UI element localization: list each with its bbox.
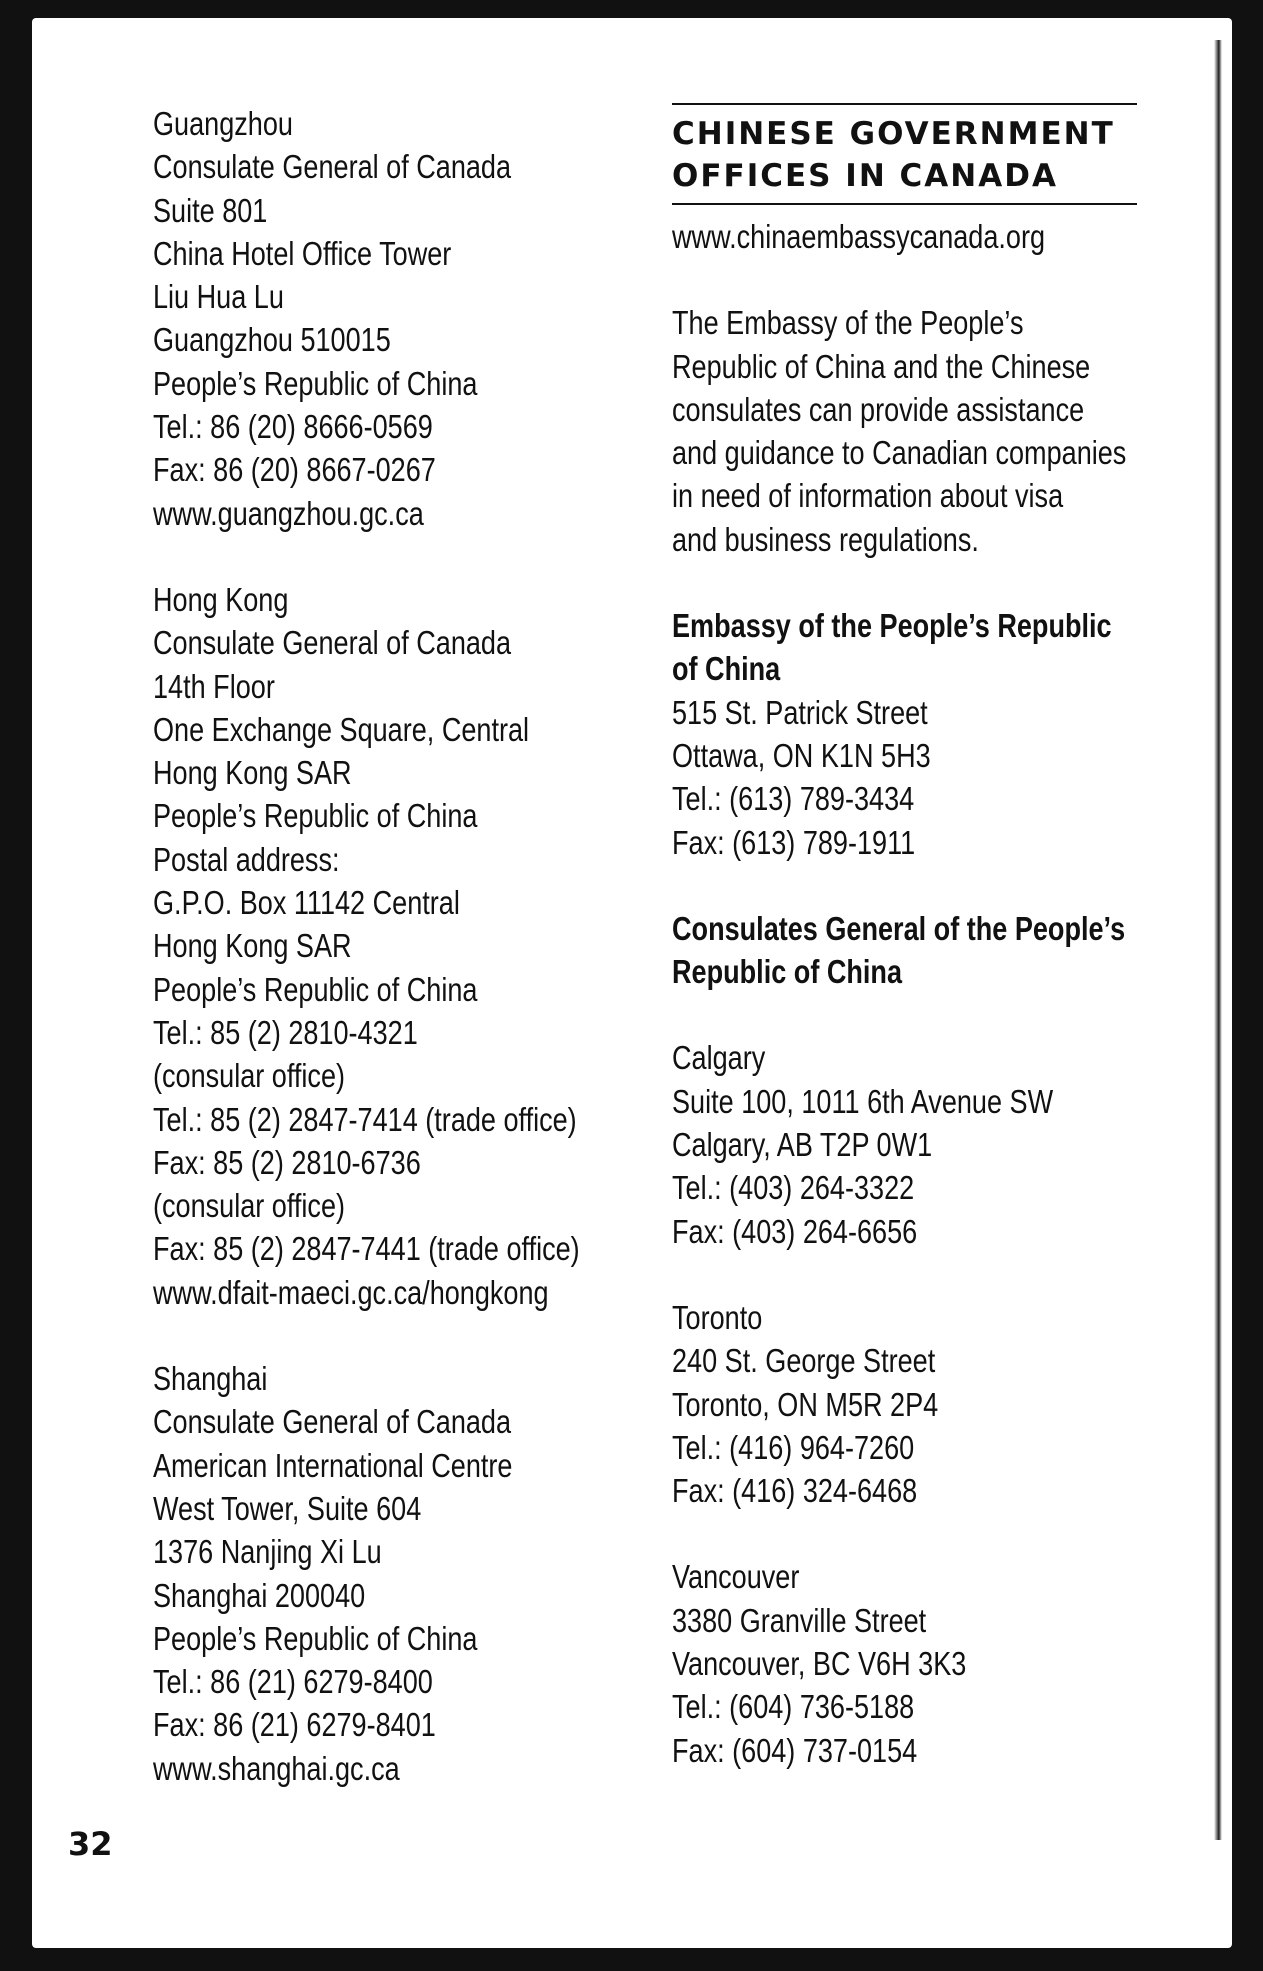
paragraph-line: in need of information about visa <box>672 477 1064 515</box>
phone-line: Tel.: 86 (20) 8666-0569 <box>153 408 433 446</box>
fax-line: Fax: (403) 264-6656 <box>672 1212 918 1250</box>
paragraph-line: The Embassy of the People’s <box>672 304 1024 342</box>
paragraph-line: and guidance to Canadian companies <box>672 434 1127 472</box>
website-link[interactable]: www.shanghai.gc.ca <box>153 1749 400 1787</box>
address-line: Shanghai <box>153 1360 268 1398</box>
guangzhou-block <box>153 102 653 535</box>
intro-paragraph <box>672 301 1152 561</box>
phone-line: Tel.: 85 (2) 2847-7414 (trade office) <box>153 1100 577 1138</box>
fax-line: Fax: (613) 789-1911 <box>672 823 916 861</box>
section-heading <box>672 103 1137 205</box>
address-line: Hong Kong <box>153 580 289 618</box>
vancouver-block <box>672 1555 1152 1771</box>
address-line: China Hotel Office Tower <box>153 234 452 272</box>
embassy-title: Embassy of the People’s Republic <box>672 607 1112 645</box>
phone-line: Tel.: (403) 264-3322 <box>672 1169 915 1207</box>
city-name: Vancouver <box>672 1558 800 1596</box>
address-line: G.P.O. Box 11142 Central <box>153 884 460 922</box>
phone-line: Tel.: (613) 789-3434 <box>672 780 915 818</box>
address-line: Consulate General of Canada <box>153 624 512 662</box>
fax-line: Fax: 86 (20) 8667-0267 <box>153 451 436 489</box>
address-line: West Tower, Suite 604 <box>153 1489 422 1527</box>
address-line: Hong Kong SAR <box>153 754 352 792</box>
phone-note: (consular office) <box>153 1057 346 1095</box>
address-line: 14th Floor <box>153 667 275 705</box>
address-line: People’s Republic of China <box>153 797 478 835</box>
fax-note: (consular office) <box>153 1187 346 1225</box>
phone-line: Tel.: (604) 736-5188 <box>672 1688 915 1726</box>
toronto-block <box>672 1296 1152 1512</box>
page-number: 32 <box>68 1825 113 1863</box>
scan-edge <box>1214 40 1222 1840</box>
city-name: Toronto <box>672 1298 763 1336</box>
address-line: 240 St. George Street <box>672 1342 936 1380</box>
fax-line: Fax: (416) 324-6468 <box>672 1472 918 1510</box>
fax-line: Fax: 85 (2) 2810-6736 <box>153 1143 421 1181</box>
address-line: American International Centre <box>153 1446 513 1484</box>
fax-line: Fax: 86 (21) 6279-8401 <box>153 1706 436 1744</box>
phone-line: Tel.: 85 (2) 2810-4321 <box>153 1013 418 1051</box>
address-line: People’s Republic of China <box>153 364 478 402</box>
right-column <box>672 103 1152 1772</box>
address-line: 3380 Granville Street <box>672 1601 927 1639</box>
heading-line: OFFICES IN CANADA <box>672 158 1058 194</box>
address-line: Guangzhou <box>153 105 293 142</box>
calgary-block <box>672 1036 1152 1252</box>
consulates-title: Republic of China <box>672 953 903 991</box>
website-link[interactable]: www.guangzhou.gc.ca <box>153 494 424 532</box>
paragraph-line: Republic of China and the Chinese <box>672 347 1091 385</box>
fax-line: Fax: 85 (2) 2847-7441 (trade office) <box>153 1230 580 1268</box>
address-line: Postal address: <box>153 840 340 878</box>
address-line: People’s Republic of China <box>153 970 478 1008</box>
website-link[interactable]: www.dfait-maeci.gc.ca/hongkong <box>153 1273 549 1311</box>
address-line: Shanghai 200040 <box>153 1576 366 1614</box>
heading-line: CHINESE GOVERNMENT <box>672 116 1115 152</box>
paragraph-line: and business regulations. <box>672 520 979 558</box>
address-line: Vancouver, BC V6H 3K3 <box>672 1645 967 1683</box>
left-column <box>153 102 653 1790</box>
address-line: Ottawa, ON K1N 5H3 <box>672 736 931 774</box>
city-name: Calgary <box>672 1039 766 1077</box>
address-line: Hong Kong SAR <box>153 927 352 965</box>
phone-line: Tel.: 86 (21) 6279-8400 <box>153 1663 433 1701</box>
address-line: Toronto, ON M5R 2P4 <box>672 1385 939 1423</box>
hong-kong-block <box>153 578 653 1314</box>
address-line: Consulate General of Canada <box>153 148 512 186</box>
address-line: Consulate General of Canada <box>153 1403 512 1441</box>
address-line: Liu Hua Lu <box>153 278 284 316</box>
embassy-title: of China <box>672 650 781 688</box>
address-line: Suite 801 <box>153 191 268 229</box>
consulates-title: Consulates General of the People’s <box>672 909 1126 947</box>
address-line: Calgary, AB T2P 0W1 <box>672 1126 933 1164</box>
fax-line: Fax: (604) 737-0154 <box>672 1731 918 1769</box>
paragraph-line: consulates can provide assistance <box>672 390 1085 428</box>
phone-line: Tel.: (416) 964-7260 <box>672 1428 915 1466</box>
address-line: 515 St. Patrick Street <box>672 693 928 731</box>
address-line: Suite 100, 1011 6th Avenue SW <box>672 1082 1054 1120</box>
address-line: Guangzhou 510015 <box>153 321 391 359</box>
website-link[interactable]: www.chinaembassycanada.org <box>672 218 1046 255</box>
embassy-block <box>672 604 1152 864</box>
address-line: One Exchange Square, Central <box>153 710 530 748</box>
shanghai-block <box>153 1357 653 1790</box>
address-line: People’s Republic of China <box>153 1619 478 1657</box>
address-line: 1376 Nanjing Xi Lu <box>153 1533 382 1571</box>
